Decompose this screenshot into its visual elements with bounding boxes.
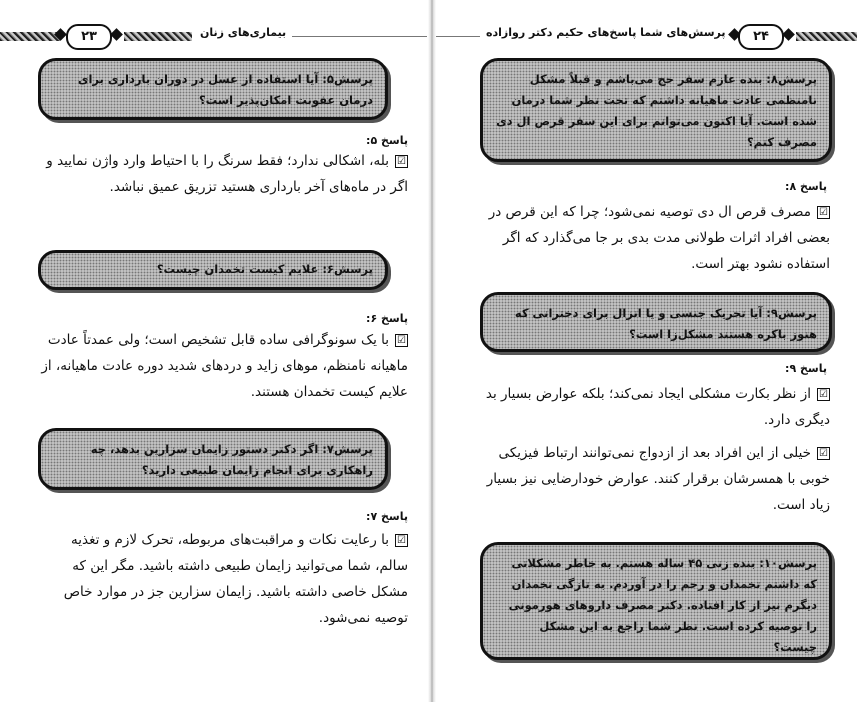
answer-6: [38, 327, 408, 405]
page-number: ۲۴: [738, 24, 784, 50]
left-page-header: [0, 24, 428, 48]
header-diamond-icon: [110, 28, 123, 41]
right-page: [436, 0, 857, 702]
checkbox-icon: ☑: [395, 534, 408, 547]
header-diamond-icon: [782, 28, 795, 41]
header-title: بیماری‌های زنان: [196, 26, 290, 39]
answer-8: [470, 199, 830, 277]
answer-7-text: با رعایت نکات و مراقبت‌های مربوطه، تحرک لازم و تغذیه سالم، شما می‌توانید زایمان طبیعی داشته باشید. مگر این که مشکل خاصی داشته باشید. زایمان سزارین جز در موارد خاص توصیه نمی‌شود.: [63, 532, 408, 626]
checkbox-icon: ☑: [817, 206, 830, 219]
checkbox-icon: ☑: [395, 155, 408, 168]
answer-9-1-text: از نظر بکارت مشکلی ایجاد نمی‌کند؛ بلکه عوارض بسیار بد دیگری دارد.: [485, 386, 830, 428]
checkbox-icon: ☑: [817, 447, 830, 460]
book-spine: [428, 0, 436, 702]
header-pattern-band: [124, 32, 192, 41]
question-box-5: پرسش۵: آیا استفاده از عسل در دوران بارداری برای درمان عفونت امکان‌پذیر است؟: [38, 58, 388, 120]
right-page-header: [436, 24, 857, 48]
answer-label-9: پاسخ ۹:: [785, 362, 827, 375]
question-box-7: پرسش۷: اگر دکتر دستور زایمان سزارین بدهد، چه راهکاری برای انجام زایمان طبیعی دارید؟: [38, 428, 388, 490]
header-rule: [436, 36, 480, 37]
answer-7: [38, 527, 408, 631]
answer-9-2-text: خیلی از این افراد بعد از ازدواج نمی‌توانند ارتباط فیزیکی خوبی با همسرشان برقرار کنند. عوارض خودارضایی نیز بسیار زیاد است.: [486, 445, 830, 513]
checkbox-icon: ☑: [817, 388, 830, 401]
answer-5-text: بله، اشکالی ندارد؛ فقط سرنگ را با احتیاط وارد واژن نمایید و اگر در ماه‌های آخر بارداری هستید تزریق عمیق نباشد.: [46, 153, 408, 195]
header-pattern-band: [796, 32, 857, 41]
left-page: [0, 0, 428, 702]
answer-label-8: پاسخ ۸:: [785, 180, 827, 193]
header-title: پرسش‌های شما پاسخ‌های حکیم دکتر روازاده: [482, 26, 730, 39]
header-rule: [292, 36, 427, 37]
question-box-6: پرسش۶: علایم کیست تخمدان چیست؟: [38, 250, 388, 290]
answer-8-text: مصرف قرص ال دی توصیه نمی‌شود؛ چرا که این قرص در بعضی افراد اثرات طولانی مدت بدی بر جا می‌گذارد که اگر استفاده نشود بهتر است.: [488, 204, 830, 272]
question-box-9: پرسش۹: آیا تحریک جنسی و یا انزال برای دخترانی که هنوز باکره هستند مشکل‌زا است؟: [480, 292, 832, 352]
answer-6-text: با یک سونوگرافی ساده قابل تشخیص است؛ ولی عمدتاً عادت ماهیانه نامنظم، موهای زاید و دردهای شدید دوره عادت ماهیانه، از علایم کیست تخمدان هستند.: [41, 332, 408, 400]
answer-label-6: پاسخ ۶:: [366, 312, 408, 325]
answer-label-5: پاسخ ۵:: [366, 134, 408, 147]
page-number: ۲۳: [66, 24, 112, 50]
answer-5: [38, 148, 408, 200]
answer-9-2: [470, 440, 830, 518]
checkbox-icon: ☑: [395, 334, 408, 347]
answer-9-1: [470, 381, 830, 433]
question-box-8: پرسش۸: بنده عازم سفر حج می‌باشم و قبلاً مشکل نامنظمی عادت ماهیانه داشتم که تحت نظر شما درمان شده است. آیا اکنون می‌توانم برای این سفر قرص ال دی مصرف کنم؟: [480, 58, 832, 162]
header-pattern-band: [0, 32, 60, 41]
answer-label-7: پاسخ ۷:: [366, 510, 408, 523]
question-box-10: پرسش۱۰: بنده زنی ۴۵ ساله هستم. به خاطر مشکلاتی که داشتم تخمدان و رحم را در آوردم. به تازگی تخمدان دیگرم نیز از کار افتاده. دکتر مصرف داروهای هورمونی را توصیه کرده است. نظر شما راجع به این مشکل چیست؟: [480, 542, 832, 660]
